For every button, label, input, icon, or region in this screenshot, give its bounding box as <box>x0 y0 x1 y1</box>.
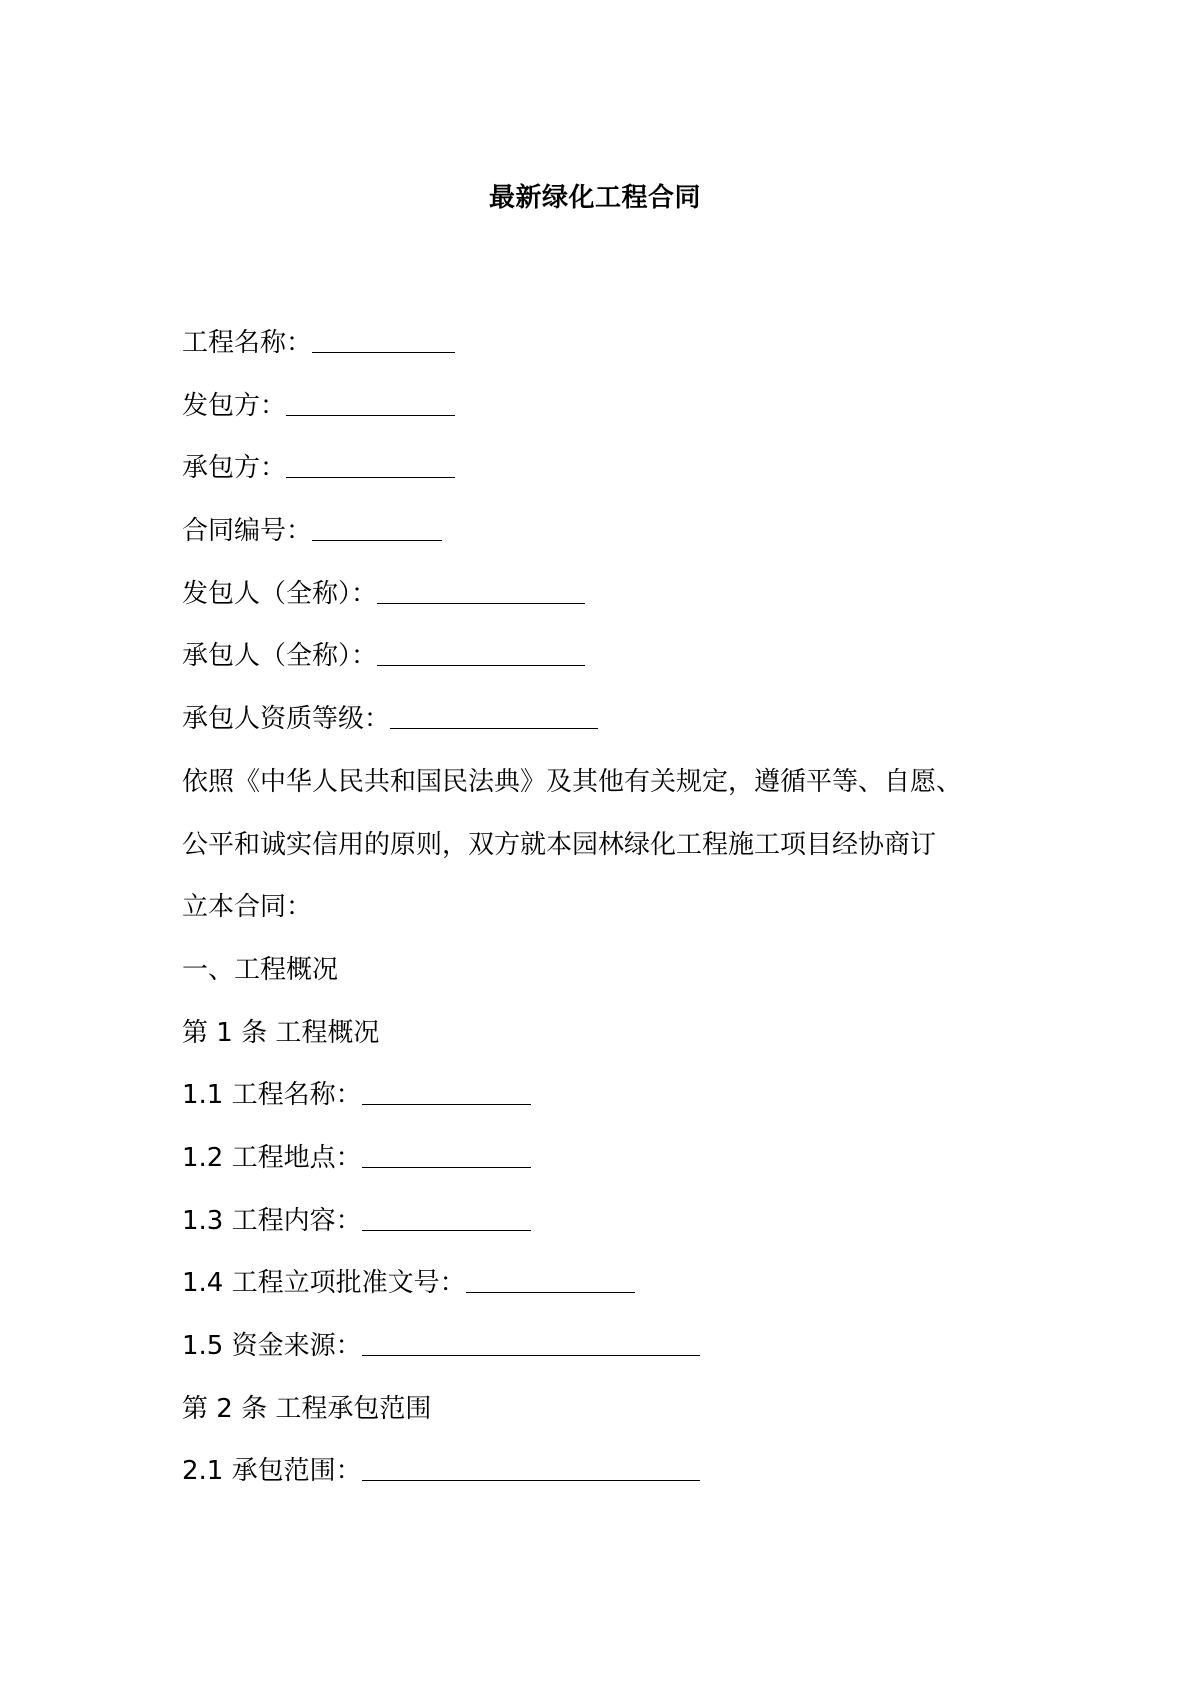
field-employer-fullname <box>182 575 1022 638</box>
field-contract-number <box>182 512 1022 575</box>
field-label: 1.1 工程名称： <box>182 1080 362 1111</box>
item-1-2 <box>182 1139 1022 1202</box>
preamble-line: 立本合同： <box>182 892 313 923</box>
preamble-line: 公平和诚实信用的原则，双方就本园林绿化工程施工项目经协商订 <box>182 829 937 860</box>
item-1-4 <box>182 1264 1022 1327</box>
field-project-name <box>182 324 1022 387</box>
field-label: 合同编号： <box>182 516 313 547</box>
document-body <box>182 324 1022 1515</box>
document-title: 最新绿化工程合同 <box>488 183 701 213</box>
fill-blank <box>362 1333 700 1356</box>
item-1-5 <box>182 1327 1022 1390</box>
fill-blank <box>286 393 455 416</box>
field-label: 1.3 工程内容： <box>182 1205 362 1236</box>
fill-blank <box>362 1208 531 1231</box>
field-label: 发包人（全称）： <box>182 578 378 609</box>
field-label: 工程名称： <box>182 328 313 358</box>
fill-blank <box>286 455 455 478</box>
article-heading: 第 1 条 工程概况 <box>182 1017 380 1048</box>
preamble-line: 依照《中华人民共和国民法典》及其他有关规定，遵循平等、自愿、 <box>182 766 963 797</box>
fill-blank <box>362 1458 700 1481</box>
item-1-1 <box>182 1076 1022 1139</box>
fill-blank <box>377 643 585 666</box>
item-1-3 <box>182 1202 1022 1265</box>
fill-blank <box>312 518 442 541</box>
item-2-1 <box>182 1452 1022 1515</box>
fill-blank <box>466 1270 635 1293</box>
field-employer <box>182 387 1022 450</box>
fill-blank <box>390 706 598 729</box>
field-label: 1.2 工程地点： <box>182 1142 362 1173</box>
article-heading: 第 2 条 工程承包范围 <box>182 1393 432 1424</box>
field-label: 承包人资质等级： <box>182 704 391 735</box>
field-contractor-qualification <box>182 700 1022 763</box>
field-label: 1.4 工程立项批准文号： <box>182 1268 466 1299</box>
field-contractor-fullname <box>182 637 1022 700</box>
fill-blank <box>377 581 585 604</box>
field-label: 1.5 资金来源： <box>182 1331 362 1361</box>
section-heading: 一、工程概况 <box>182 954 339 985</box>
field-label: 发包方： <box>182 390 287 421</box>
fill-blank <box>362 1082 531 1105</box>
field-label: 承包人（全称）： <box>182 641 378 672</box>
fill-blank <box>312 330 455 353</box>
fill-blank <box>362 1145 531 1168</box>
field-contractor <box>182 449 1022 512</box>
field-label: 承包方： <box>182 453 287 484</box>
field-label: 2.1 承包范围： <box>182 1456 362 1487</box>
